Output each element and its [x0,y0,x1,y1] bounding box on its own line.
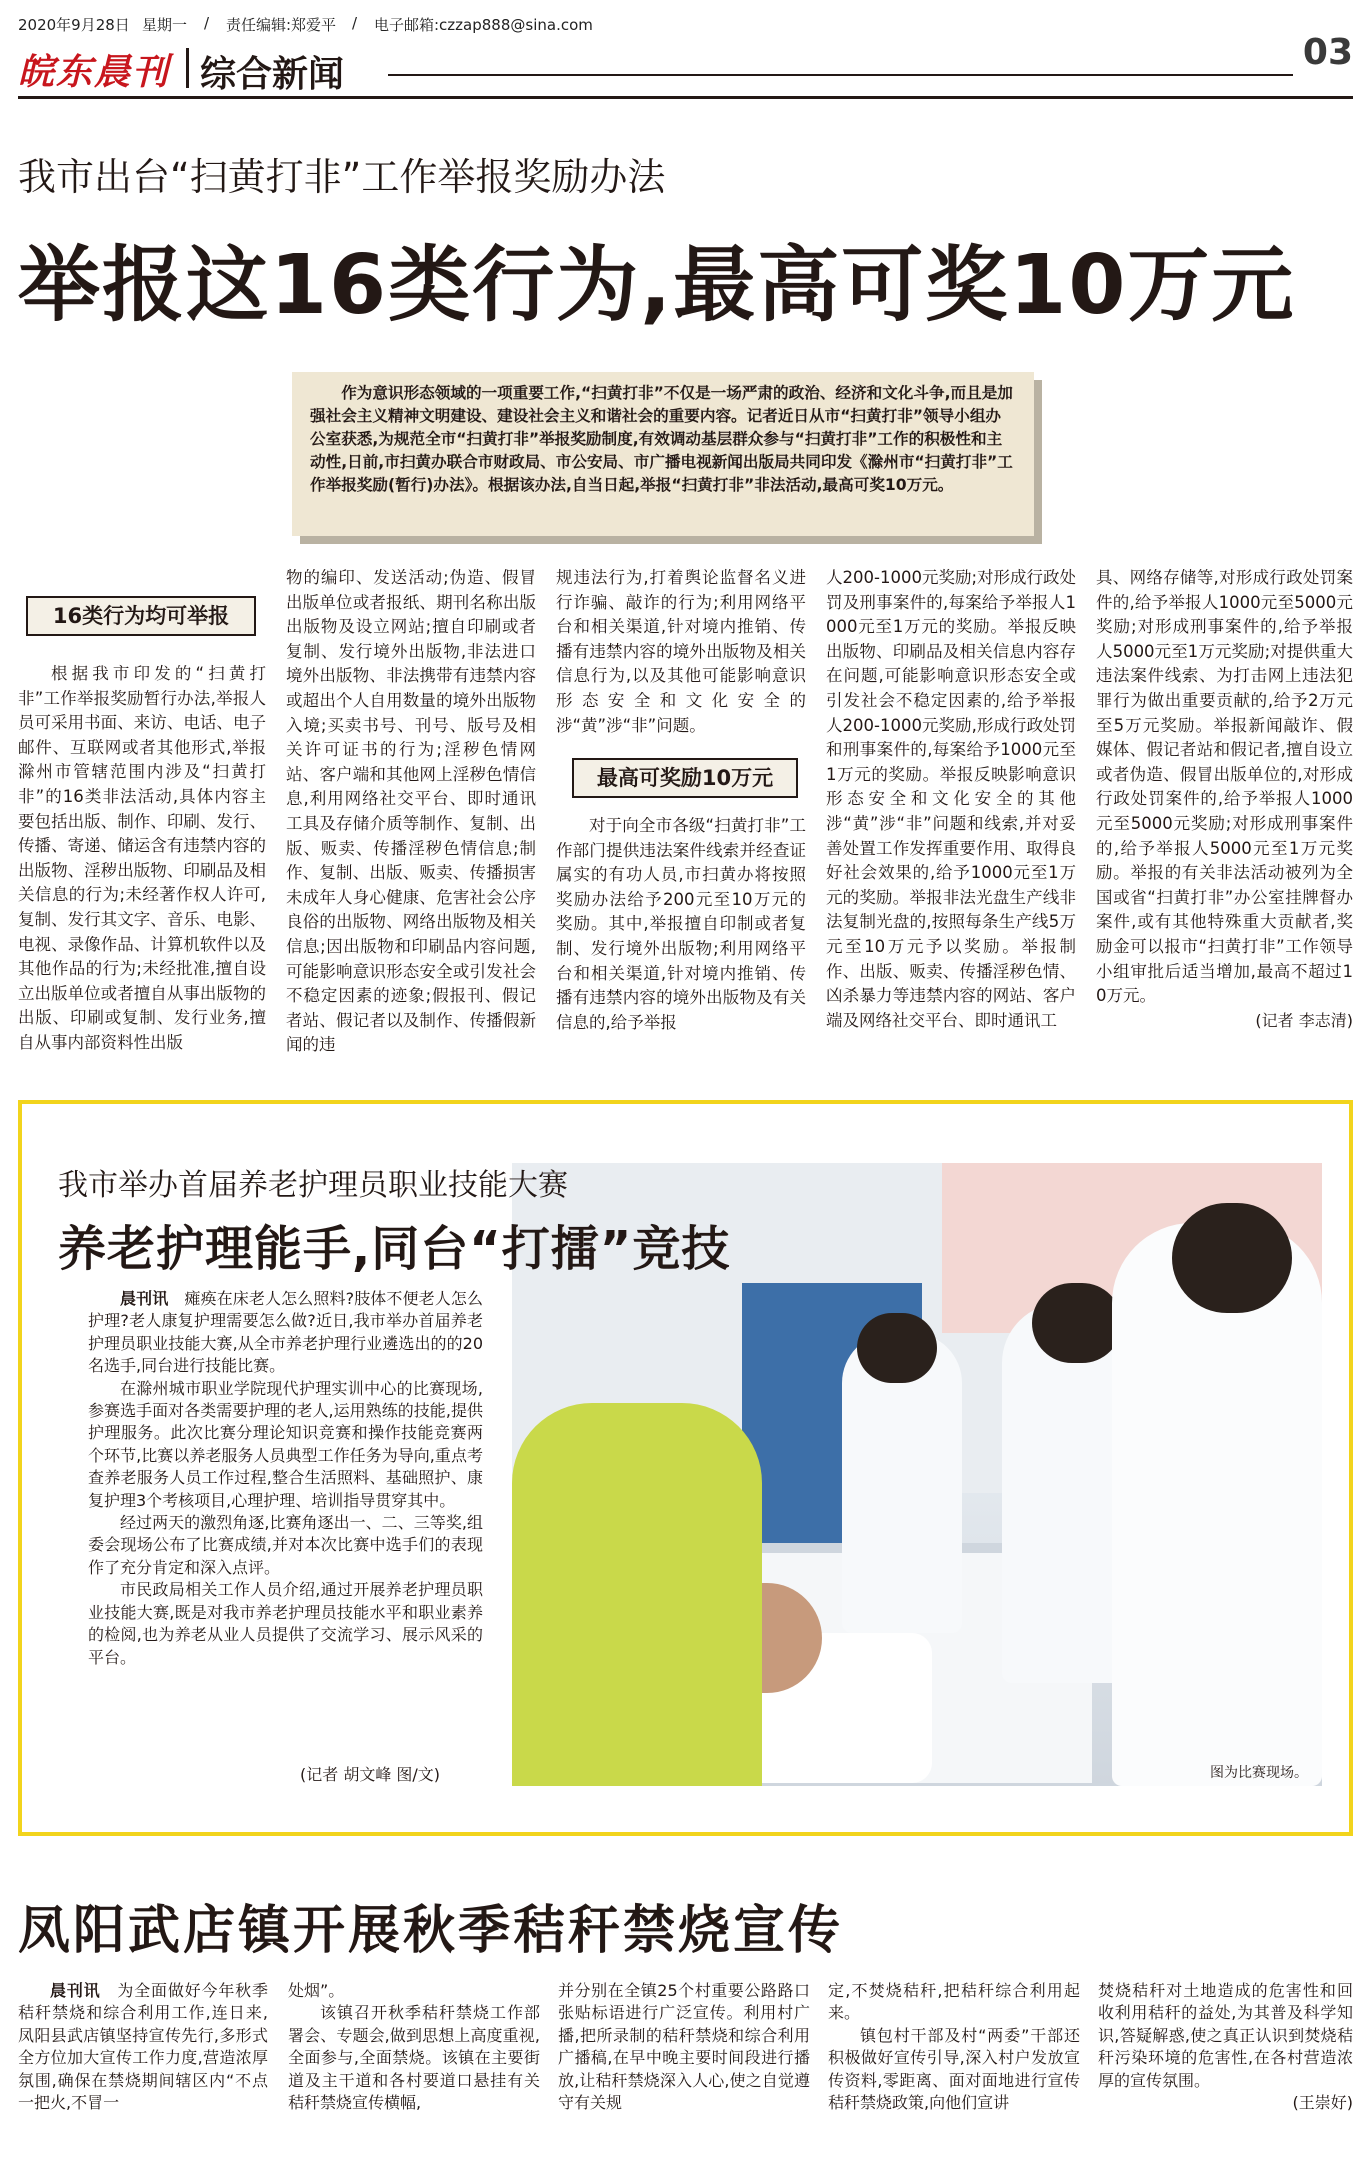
masthead-divider [186,48,189,88]
page-number: 03 [1302,32,1353,73]
story1-column-4 [826,566,1076,1028]
story2-headline: 养老护理能手,同台“打擂”竞技 [58,1221,731,1277]
issue-weekday: 星期一 [142,16,188,34]
story1-column-3-top [556,566,806,750]
editor-credit: 责任编辑:郑爱平 [226,16,337,34]
story1-lead: 作为意识形态领域的一项重要工作,“扫黄打非”不仅是一场严肃的政治、经济和文化斗争,而且是加强社会主义精神文明建设、建设社会主义和谐社会的重要内容。记者近日从市“扫黄打非”领导小组办公室获悉,为规范全市“扫黄打非”举报奖励制度,有效调动基层群众参与“扫黄打非”工作的积极性和主动性,日前,市扫黄办联合市财政局、市公安局、市广播电视新闻出版局共同印发《滁州市“扫黄打非”工作举报奖励(暂行)办法》。根据该办法,自当日起,举报“扫黄打非”非法活动,最高可奖10万元。 [292,372,1034,536]
editor-email: 电子邮箱:czzap888@sina.com [374,16,593,34]
masthead-rule [388,74,1293,76]
story2-p1: 瘫痪在床老人怎么照料?肢体不便老人怎么护理?老人康复护理需要怎么做?近日,我市举办首届养老护理员职业技能大赛,从全市养老护理行业遴选出的的20名选手,同台进行技能比赛。 [88,1289,483,1376]
story3-col5-text: 焚烧秸秆对土地造成的危害性和回收利用秸秆的益处,为其普及科学知识,答疑解惑,使之真正认识到焚烧秸秆污染环境的危害性,在各村营造浓厚的宣传氛围。 [1098,1981,1353,2090]
page-header-strip [0,0,1370,40]
masthead-bottom-rule [18,96,1353,99]
story1-column-1 [18,662,266,1052]
story1-col4-text: 人200-1000元奖励;对形成行政处罚及刑事案件的,每案给予举报人1000元至1万元的奖励。举报反映出版物、印刷品及相关信息内容存在问题,可能影响意识形态安全或引发社会不稳定因素的,给予举报人200-1000元奖励,形成行政处罚和刑事案件的,每案给予1000元至1万元的奖励。举报反映影响意识形态安全和文化安全的其他涉“黄”涉“非”问题和线索,并对妥善处置工作发挥重要作用、取得良好社会效果的,给予1000元至1万元的奖励。举报非法光盘生产线非法复制光盘的,按照每条生产线5万元至10万元予以奖励。举报制作、出版、贩卖、传播淫秽色情、凶杀暴力等违禁内容的网站、客户端及网络社交平台、即时通讯工 [826,568,1076,1030]
story3-column-5 [1098,1980,1353,2150]
story1-col3-text-top: 规违法行为,打着舆论监督名义进行诈骗、敲诈的行为;利用网络平台和相关渠道,针对境内推销、传播有违禁内容的境外出版物及相关信息行为,以及其他可能影响意识形态安全和文化安全的涉“黄”涉“非”问题。 [556,568,806,735]
story1-col3-text-bottom: 对于向全市各级“扫黄打非”工作部门提供违法案件线索并经查证属实的有功人员,市扫黄办将按照奖励办法给予200元至10万元的奖励。其中,举报擅自印制或者复制、发行境外出版物;利用网络平台和相关渠道,针对境内推销、传播有违禁内容的境外出版物及有关信息的,给予举报 [556,816,806,1032]
story1-col2-text: 物的编印、发送活动;伪造、假冒出版单位或者报纸、期刊名称出版出版物及设立网站;擅自印刷或者复制、发行境外出版物,非法进口境外出版物、非法携带有违禁内容或超出个人自用数量的境外出版物入境;买卖书号、刊号、版号及相关许可证书的行为;淫秽色情网站、客户端和其他网上淫秽色情信息,利用网络社交平台、即时通讯工具及存储介质等制作、复制、出版、贩卖、传播淫秽色情信息;制作、复制、出版、贩卖、传播损害未成年人身心健康、危害社会公序良俗的出版物、网络出版物及相关信息;因出版物和印刷品内容问题,可能影响意识形态安全或引发社会不稳定因素的迹象;假报刊、假记者站、假记者以及制作、传播假新闻的违 [286,568,536,1055]
paper-logo: 皖东晨刊 [18,51,171,93]
header-separator: / [352,14,358,32]
story3-col2-text-a: 处烟”。 [288,1981,345,2000]
story3-col1-text: 为全面做好今年秋季秸秆禁烧和综合利用工作,连日来,凤阳县武店镇坚持宣传先行,多形式全方位加大宣传工作力度,营造浓厚氛围,确保在禁烧期间辖区内“不点一把火,不冒一 [18,1981,268,2113]
story3-col4-text-a: 定,不焚烧秸秆,把秸秆综合利用起来。 [828,1981,1080,2023]
story3-column-2 [288,1980,540,2150]
story1-column-3-bottom [556,814,806,1032]
story1-subhead-1: 16类行为均可举报 [26,596,256,636]
issue-date: 2020年9月28日 [18,16,130,34]
story2-p3: 经过两天的激烈角逐,比赛角逐出一、二、三等奖,组委会现场公布了比赛成绩,并对本次比赛中选手们的表现作了充分肯定和深入点评。 [88,1513,483,1577]
story3-column-1 [18,1980,268,2150]
story1-kicker: 我市出台“扫黄打非”工作举报奖励办法 [18,155,666,199]
story3-col4-text-b: 镇包村干部及村“两委”干部还积极做好宣传引导,深入村户发放宣传资料,零距离、面对面地进行宣传秸秆禁烧政策,向他们宣讲 [828,2025,1080,2113]
story1-byline: (记者 李志清) [1255,1010,1353,1030]
story1-col1-text: 根据我市印发的“扫黄打非”工作举报奖励暂行办法,举报人员可采用书面、来访、电话、电子邮件、互联网或者其他形式,举报滁州市管辖范围内涉及“扫黄打非”的16类非法活动,具体内容主要包括出版、制作、印刷、发行、传播、寄递、储运含有违禁内容的出版物、淫秽出版物、印刷品及相关信息的行为;未经著作权人许可,复制、发行其文字、音乐、电影、电视、录像作品、计算机软件以及其他作品的行为;未经批准,擅自设立出版单位或者擅自从事出版物的出版、印刷或复制、发行业务,擅自从事内部资料性出版 [18,664,266,1052]
story2-kicker: 我市举办首届养老护理员职业技能大赛 [58,1168,568,1203]
story1-subhead-2: 最高可奖励10万元 [572,758,798,798]
story3-column-3 [558,1980,810,2150]
section-title: 综合新闻 [200,54,345,95]
header-separator: / [204,14,210,32]
story2-body [88,1288,483,1753]
story3-col2-text-b: 该镇召开秋季秸秆禁烧工作部署会、专题会,做到思想上高度重视,全面参与,全面禁烧。该镇在主要街道及主干道和各村要道口悬挂有关秸秆禁烧宣传横幅, [288,2003,540,2113]
story1-col5-text: 具、网络存储等,对形成行政处罚案件的,给予举报人1000元至5000元奖励;对形成刑事案件的,给予举报人5000元至1万元奖励;对提供重大违法案件线索、为打击网上违法犯罪行为做出重要贡献的,给予2万元至5万元奖励。举报新闻敲诈、假媒体、假记者站和假记者,擅自设立或者伪造、假冒出版单位的,对形成行政处罚案件的,给予举报人1000元至5000元奖励;对形成刑事案件的,给予举报人5000元至1万元奖励。举报的有关非法活动被列为全国或省“扫黄打非”办公室挂牌督办案件,或有其他特殊重大贡献者,奖励金可以报市“扫黄打非”工作领导小组审批后适当增加,最高不超过10万元。 [1096,568,1353,1006]
story3-headline: 凤阳武店镇开展秋季秸秆禁烧宣传 [18,1901,844,1961]
story3-column-4 [828,1980,1080,2150]
story2-byline: (记者 胡文峰 图/文) [300,1765,441,1784]
story1-column-5 [1096,566,1353,1028]
story3-col3-text: 并分别在全镇25个村重要公路路口张贴标语进行广泛宣传。利用村广播,把所录制的秸秆禁烧和综合利用广播稿,在早中晚主要时间段进行播放,让秸秆禁烧深入人心,使之自觉遵守有关规 [558,1981,810,2113]
story1-column-2 [286,566,536,1055]
story2-p2: 在滁州城市职业学院现代护理实训中心的比赛现场,参赛选手面对各类需要护理的老人,运用熟练的技能,提供护理服务。此次比赛分理论知识竞赛和操作技能竞赛两个环节,比赛以养老服务人员典型工作任务为导向,重点考查养老服务人员工作过程,整合生活照料、基础照护、康复护理3个考核项目,心理护理、培训指导贯穿其中。 [88,1378,483,1510]
story3-lead-tag: 晨刊讯 [50,1981,101,2000]
masthead [18,32,1353,95]
story1-headline: 举报这16类行为,最高可奖10万元 [18,238,1296,333]
story2-p4: 市民政局相关工作人员介绍,通过开展养老护理员职业技能大赛,既是对我市养老护理员技能水平和职业素养的检阅,也为养老从业人员提供了交流学习、展示风采的平台。 [88,1580,483,1667]
photo-caption: 图为比赛现场。 [1210,1765,1308,1781]
story3-byline: (王崇好) [1292,2093,1353,2113]
story2-lead-tag: 晨刊讯 [120,1289,169,1308]
